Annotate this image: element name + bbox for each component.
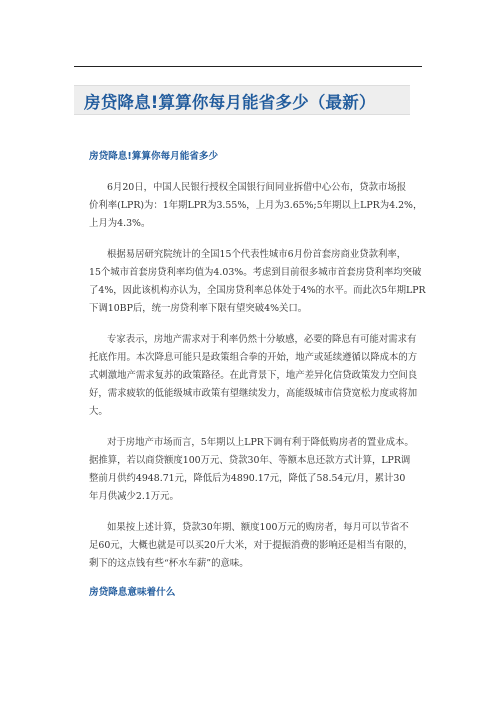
paragraph-line: 剩下的这点钱有些“杯水车薪”的意味。 bbox=[89, 558, 249, 569]
paragraph-line: 年月供减少2.1万元。 bbox=[89, 491, 179, 502]
paragraph-line: 好，需求疲软的低能级城市政策有望继续发力，高能级城市信贷宽松力度或将加 bbox=[89, 388, 418, 399]
paragraph-5 bbox=[89, 519, 425, 573]
paragraph-line: 15个城市首套房贷利率均值为4.03%。考虑到目前很多城市首套房贷利率均突破 bbox=[89, 267, 422, 278]
top-rule bbox=[74, 66, 422, 67]
paragraph-1 bbox=[89, 179, 425, 233]
paragraph-line: 足60元，大概也就是可以买20斤大米，对于提振消费的影响还是相当有限的， bbox=[89, 540, 413, 551]
paragraph-line: 专家表示，房地产需求对于利率仍然十分敏感，必要的降息有可能对需求有 bbox=[107, 334, 417, 345]
paragraph-line: 价利率(LPR)为：1年期LPR为3.55%，上月为3.65%;5年期以上LPR为4.2%， bbox=[89, 200, 423, 211]
document-title: 房贷降息!算算你每月能省多少（最新） bbox=[84, 93, 376, 112]
paragraph-line: 6月20日，中国人民银行授权全国银行间同业拆借中心公布，贷款市场报 bbox=[107, 182, 407, 193]
paragraph-line: 上月为4.3%。 bbox=[89, 218, 151, 229]
section-heading-1: 房贷降息!算算你每月能省多少 bbox=[89, 151, 219, 162]
paragraph-3 bbox=[89, 331, 425, 421]
paragraph-line: 下调10BP后，统一房贷利率下限有望突破4%关口。 bbox=[89, 303, 308, 314]
section-heading-2: 房贷降息意味着什么 bbox=[89, 587, 176, 598]
paragraph-line: 据推算，若以商贷额度100万元、贷款30年、等额本息还款方式计算，LPR调 bbox=[89, 455, 411, 466]
paragraph-line: 整前月供约4948.71元，降低后为4890.17元，降低了58.54元/月，累计30 bbox=[89, 473, 406, 484]
paragraph-line: 托底作用。本次降息可能只是政策组合拳的开始，地产或延续遵循以降成本的方 bbox=[89, 352, 418, 363]
document-body bbox=[89, 150, 425, 615]
paragraph-line: 大。 bbox=[89, 406, 108, 417]
paragraph-line: 根据易居研究院统计的全国15个代表性城市6月份首套房商业贷款利率， bbox=[107, 249, 407, 260]
paragraph-line: 了4%，因此该机构亦认为，全国房贷利率总体处于4%的水平。而此次5年期LPR bbox=[89, 285, 426, 296]
paragraph-2 bbox=[89, 246, 425, 318]
paragraph-4 bbox=[89, 434, 425, 506]
paragraph-line: 对于房地产市场而言，5年期以上LPR下调有利于降低购房者的置业成本。 bbox=[107, 437, 414, 448]
paragraph-line: 式刺激地产需求复苏的政策路径。在此背景下，地产差异化信贷政策发力空间良 bbox=[89, 370, 418, 381]
title-banner bbox=[74, 85, 410, 115]
paragraph-line: 如果按上述计算，贷款30年期、额度100万元的购房者，每月可以节省不 bbox=[107, 522, 409, 533]
